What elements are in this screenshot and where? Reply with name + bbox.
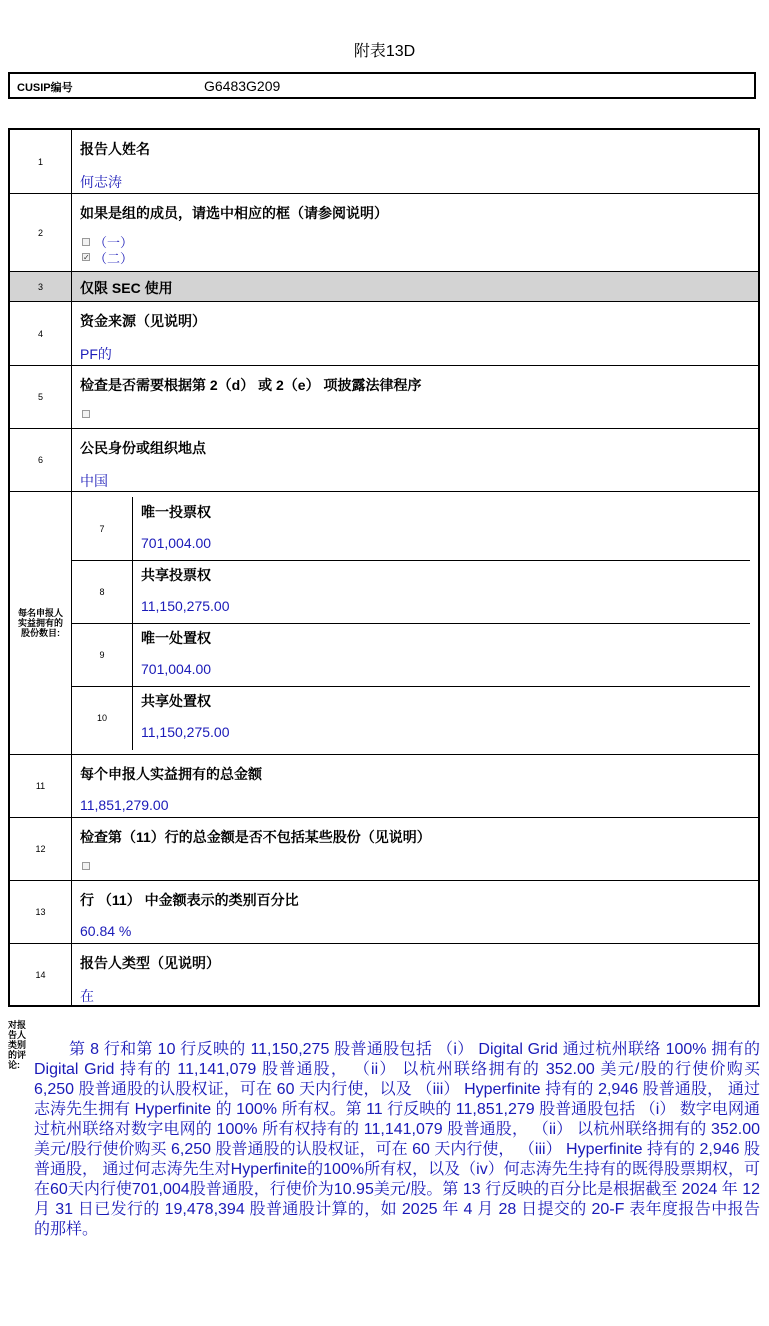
row-number: 4 xyxy=(10,302,72,365)
cusip-box xyxy=(8,72,756,99)
row-number: 6 xyxy=(10,429,72,491)
row-value: PF的 xyxy=(80,346,112,362)
row-6 xyxy=(10,429,758,492)
shares-sub-table xyxy=(72,492,750,754)
row-label: 共享处置权 xyxy=(141,693,211,709)
shares-block xyxy=(10,492,758,755)
row-4 xyxy=(10,302,758,366)
checkbox-row-12[interactable] xyxy=(82,862,90,870)
row-value: 701,004.00 xyxy=(141,661,212,677)
row-label: 报告人类型（见说明） xyxy=(80,955,220,971)
row-13 xyxy=(10,881,758,944)
row-2 xyxy=(10,194,758,272)
checkbox-row-5[interactable] xyxy=(82,410,90,418)
row-12 xyxy=(10,818,758,881)
row-value: 在 xyxy=(80,988,94,1004)
row-value: 何志涛 xyxy=(80,174,122,190)
row-5 xyxy=(10,366,758,429)
row-label: 如果是组的成员，请选中相应的框（请参阅说明） xyxy=(80,205,388,221)
row-label: 检查是否需要根据第 2（d） 或 2（e） 项披露法律程序 xyxy=(80,377,422,393)
cusip-value: G6483G209 xyxy=(204,78,281,94)
row-8 xyxy=(72,560,750,624)
row-label: 资金来源（见说明） xyxy=(80,313,206,329)
row-number: 14 xyxy=(10,944,72,1005)
checkbox-b[interactable]: ✓ xyxy=(83,253,90,262)
row-14 xyxy=(10,944,758,1005)
row-label: 仅限 SEC 使用 xyxy=(80,280,173,296)
row-value: 11,851,279.00 xyxy=(80,797,169,813)
row-number: 8 xyxy=(72,560,133,623)
row-label: 报告人姓名 xyxy=(80,141,150,157)
row-number: 9 xyxy=(72,623,133,686)
row-11 xyxy=(10,755,758,818)
row-number: 12 xyxy=(10,818,72,880)
row-10 xyxy=(72,686,750,750)
row-label: 唯一投票权 xyxy=(141,504,211,520)
row-7 xyxy=(72,497,750,561)
row-number: 5 xyxy=(10,366,72,428)
row-number: 1 xyxy=(10,130,72,193)
row-label: 唯一处置权 xyxy=(141,630,211,646)
row-label: 共享投票权 xyxy=(141,567,211,583)
row-label: 每个申报人实益拥有的总金额 xyxy=(80,766,262,782)
option-a-label: （一） xyxy=(94,235,134,250)
row-value: 60.84 % xyxy=(80,923,132,939)
remarks-label: 对报告人类别的评论: xyxy=(8,1020,27,1070)
option-b-label: （二） xyxy=(94,251,134,266)
row-3 xyxy=(10,272,758,302)
row-number: 3 xyxy=(10,272,72,301)
shares-side-label-cell xyxy=(10,492,72,754)
row-number: 7 xyxy=(72,497,133,560)
row-1 xyxy=(10,130,758,194)
row-value: 11,150,275.00 xyxy=(141,598,230,614)
cusip-label: CUSIP编号 xyxy=(17,82,73,94)
checkbox-a[interactable] xyxy=(82,238,90,246)
row-number: 10 xyxy=(72,686,133,750)
row-label: 行 （11） 中金额表示的类别百分比 xyxy=(80,892,299,908)
row-value: 中国 xyxy=(80,473,108,489)
row-value: 701,004.00 xyxy=(141,535,212,551)
main-table xyxy=(8,128,760,1007)
row-number: 13 xyxy=(10,881,72,943)
row-label: 检查第（11）行的总金额是否不包括某些股份（见说明） xyxy=(80,829,431,845)
row-number: 2 xyxy=(10,194,72,271)
remarks-text: 第 8 行和第 10 行反映的 11,150,275 股普通股包括 （i） Digital Grid 通过杭州联络 100% 拥有的 Digital Grid 持有的 11,141,079 股普通股， （ii） 以杭州联络拥有的 352.00 美元/股的行使价购买 6,250 股普通股的认股权证，可在 60 天内行使，以及 （iii） Hyperfinite 持有的 2,946 股普通股， 通过志涛先生拥有 Hyperfinite 的 100% 所有权。第 11 行反映的 11,851,279 股普通股包括 （i） 数字电网通过杭州联络对数字电网的 100% 所有权持有的 11,141,079 股普通股， （ii） 以杭州联络拥有的 352.00 美元/股行使价购买 6,250 股普通股的认股权证，可在 60 天内行使， （iii） Hyperfinite 持有的 2,946 股普通股， 通过何志涛先生对Hyperfinite的100%所有权，以及（iv）何志涛先生持有的既得股票期权，可在60天内行使701,004股普通股，行使价为10.95美元/股。第 13 行反映的百分比是根据截至 2024 年 12 月 31 日已发行的 19,478,394 股普通股计算的，如 2025 年 4 月 28 日提交的 20-F 表年度报告中报告的那样。 xyxy=(34,1041,760,1238)
row-value: 11,150,275.00 xyxy=(141,724,230,740)
page-title: 附表13D xyxy=(353,43,416,60)
row-number: 11 xyxy=(10,755,72,817)
shares-side-label: 每名申报人实益拥有的股份数目: xyxy=(17,608,63,638)
row-9 xyxy=(72,623,750,687)
row-label: 公民身份或组织地点 xyxy=(80,440,206,456)
